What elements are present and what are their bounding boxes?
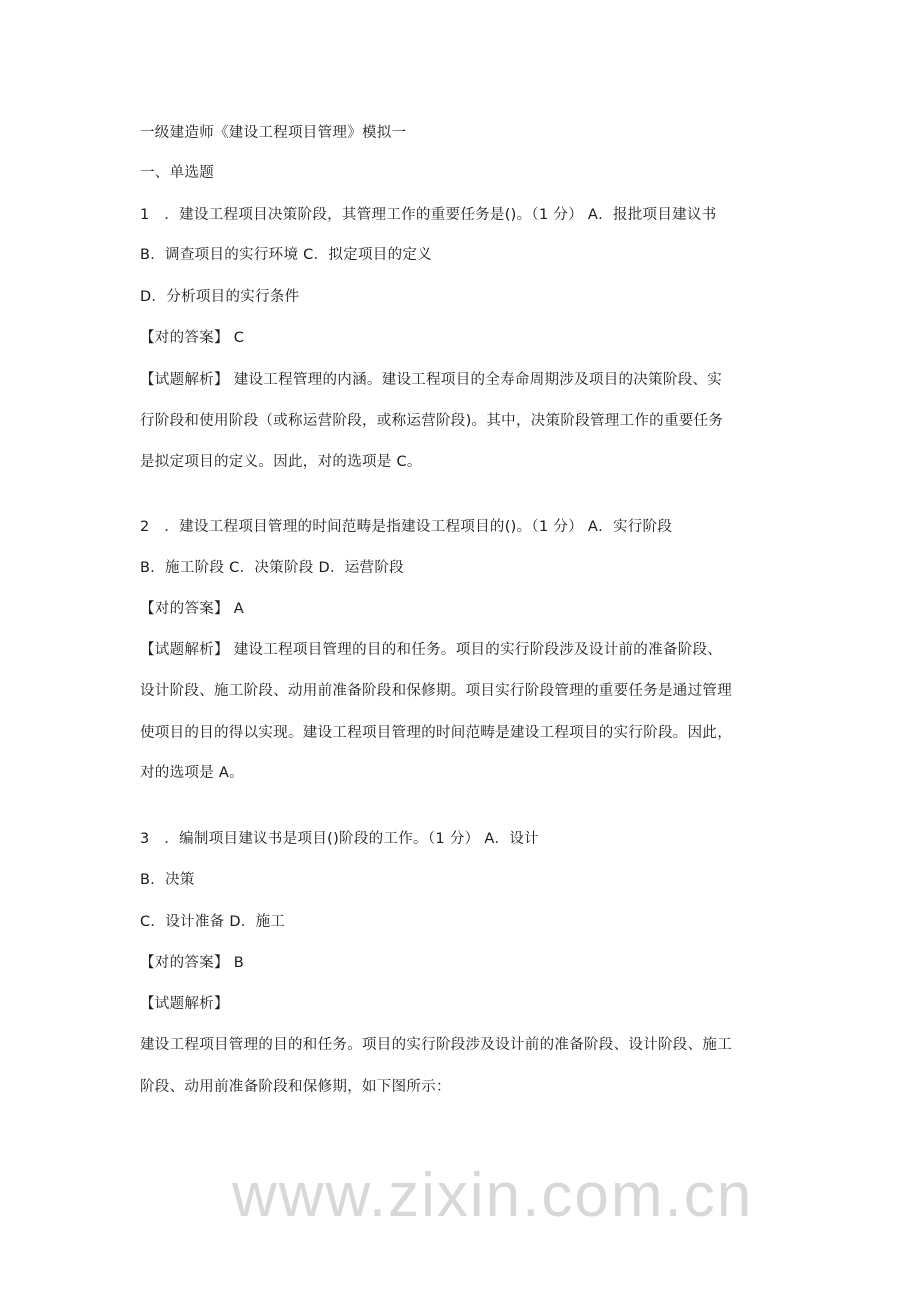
question-2-explanation: 使项目的目的得以实现。建设工程项目管理的时间范畴是建设工程项目的实行阶段。因此， xyxy=(140,725,732,741)
question-3-options: B．决策 xyxy=(140,872,195,888)
question-3-explanation: 建设工程项目管理的目的和任务。项目的实行阶段涉及设计前的准备阶段、设计阶段、施工 xyxy=(140,1037,732,1053)
question-3: 3 ．编制项目建议书是项目()阶段的工作。（1 分） A．设计 xyxy=(140,831,539,847)
question-2-explanation: 对的选项是 A。 xyxy=(140,765,244,781)
question-3-options: C．设计准备 D．施工 xyxy=(140,914,286,930)
watermark: www.zixin.com.cn xyxy=(232,1161,754,1230)
question-3-explanation-label: 【试题解析】 xyxy=(140,996,229,1012)
question-2-explanation: 【试题解析】 建设工程项目管理的目的和任务。项目的实行阶段涉及设计前的准备阶段、 xyxy=(140,642,723,658)
question-3-explanation: 阶段、动用前准备阶段和保修期，如下图所示： xyxy=(140,1079,451,1095)
question-2-options: B．施工阶段 C．决策阶段 D．运营阶段 xyxy=(140,560,404,576)
question-1-options: B．调查项目的实行环境 C．拟定项目的定义 xyxy=(140,247,432,263)
question-1-options: D．分析项目的实行条件 xyxy=(140,289,300,305)
question-1-explanation: 是拟定项目的定义。因此，对的选项是 C。 xyxy=(140,454,422,470)
question-2: 2 ．建设工程项目管理的时间范畴是指建设工程项目的()。（1 分） A．实行阶段 xyxy=(140,519,673,535)
question-2-explanation: 设计阶段、施工阶段、动用前准备阶段和保修期。项目实行阶段管理的重要任务是通过管理 xyxy=(140,683,732,699)
question-1-answer: 【对的答案】 C xyxy=(140,330,245,346)
question-1-explanation: 行阶段和使用阶段（或称运营阶段，或称运营阶段)。其中，决策阶段管理工作的重要任务 xyxy=(140,413,724,429)
question-3-answer: 【对的答案】 B xyxy=(140,955,244,971)
question-1: 1 ．建设工程项目决策阶段，其管理工作的重要任务是()。（1 分） A．报批项目建议书 xyxy=(140,207,717,223)
question-1-explanation: 【试题解析】 建设工程管理的内涵。建设工程项目的全寿命周期涉及项目的决策阶段、实 xyxy=(140,372,723,388)
question-2-answer: 【对的答案】 A xyxy=(140,601,244,617)
doc-title: 一级建造师《建设工程项目管理》模拟一 xyxy=(140,125,407,141)
section-heading: 一、单选题 xyxy=(140,165,214,181)
